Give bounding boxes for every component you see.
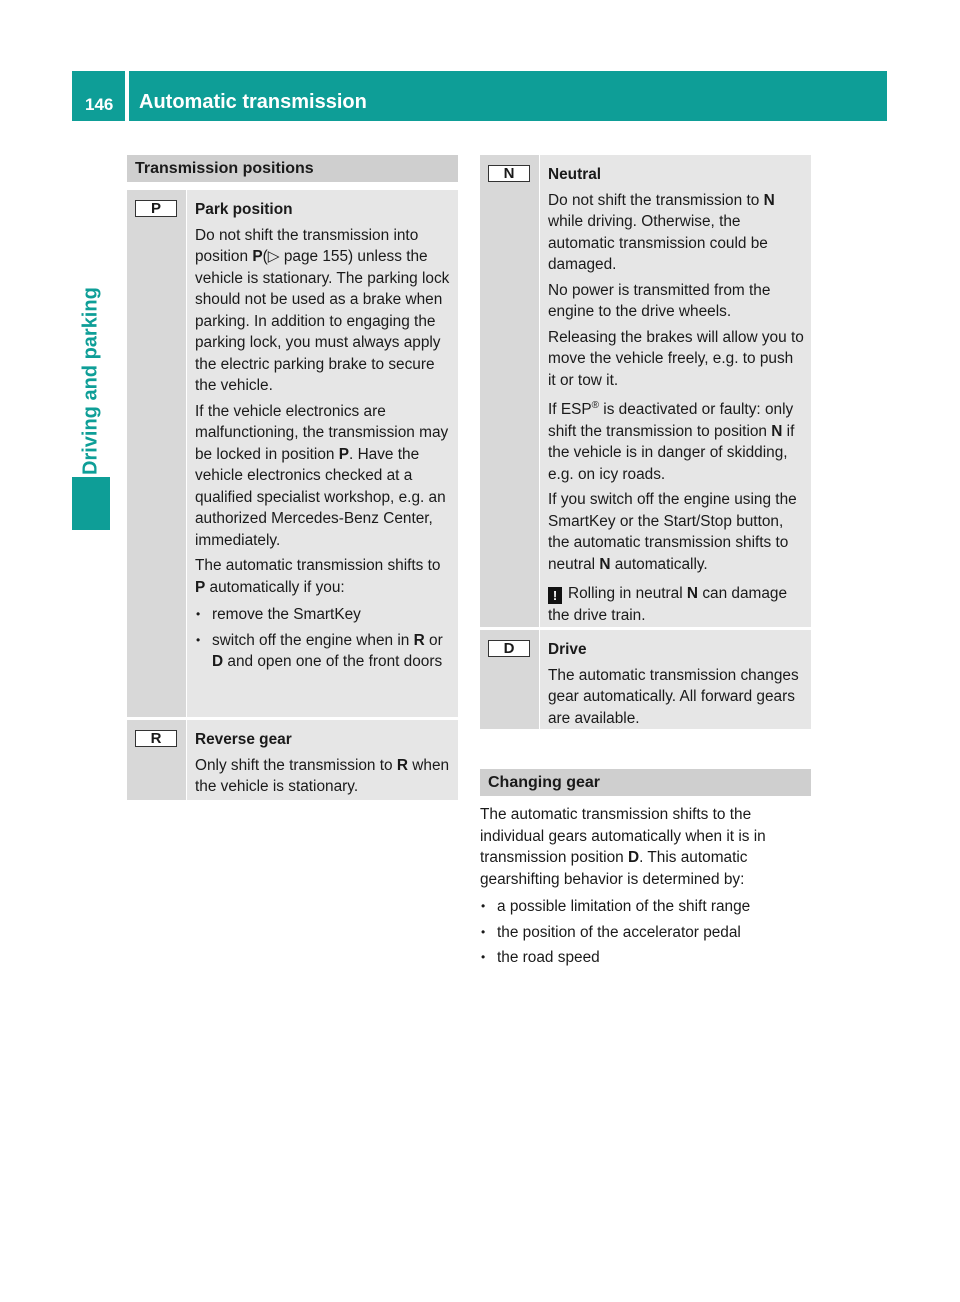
table-row-neutral xyxy=(480,154,811,628)
table-row-park xyxy=(127,189,458,718)
paragraph: If you switch off the engine using the SmartKey or the Start/Stop button, the automatic transmission shifts to neutral N automatically. xyxy=(548,491,797,573)
neutral-gear-symbol: N xyxy=(488,165,530,182)
paragraph: Do not shift the transmission into position P(▷ page 155) unless the vehicle is stationary. The parking lock should not be used as a brake when parking. In addition to engaging the parking lock, you must always apply the electric parking brake to secure the vehicle. xyxy=(195,226,450,394)
transmission-positions-table-left xyxy=(127,189,458,801)
list-item: • the road speed xyxy=(480,947,810,969)
paragraph: If ESP® is deactivated or faulty: only shift the transmission to position N if the vehicle is in danger of skidding, e.g. on icy roads. xyxy=(548,400,795,483)
reverse-gear-symbol: R xyxy=(135,730,177,747)
row-title: Reverse gear xyxy=(195,731,292,748)
paragraph: The automatic transmission changes gear automatically. All forward gears are available. xyxy=(548,666,799,727)
list-item: • remove the SmartKey xyxy=(195,604,452,626)
list-item: • a possible limitation of the shift range xyxy=(480,896,810,918)
warning-icon: ! xyxy=(548,587,562,604)
drive-gear-symbol: D xyxy=(488,640,530,657)
key-cell xyxy=(480,630,540,729)
list-item: • the position of the accelerator pedal xyxy=(480,922,810,944)
paragraph: Only shift the transmission to R when the vehicle is stationary. xyxy=(195,756,450,795)
desc-cell xyxy=(540,630,811,729)
bullet-list xyxy=(195,604,452,673)
row-title: Neutral xyxy=(548,166,602,183)
key-cell xyxy=(127,720,187,800)
page-number: 146 xyxy=(85,95,114,114)
chapter-tab-marker xyxy=(72,477,110,530)
desc-cell xyxy=(540,155,811,627)
paragraph: The automatic transmission shifts to P automatically if you: xyxy=(195,557,441,596)
section-heading-transmission-positions: Transmission positions xyxy=(127,155,458,182)
paragraph: Releasing the brakes will allow you to move the vehicle freely, e.g. to push it or tow it. xyxy=(548,328,804,389)
chapter-tab-label: Driving and parking xyxy=(79,287,102,475)
list-item: • switch off the engine when in R or D and open one of the front doors xyxy=(195,630,452,673)
park-gear-symbol: P xyxy=(135,200,177,217)
row-title: Drive xyxy=(548,641,587,658)
changing-gear-body xyxy=(480,804,810,973)
key-cell xyxy=(480,155,540,627)
desc-cell xyxy=(187,720,458,800)
page-title: Automatic transmission xyxy=(139,91,367,113)
chapter-tab xyxy=(72,130,110,530)
key-cell xyxy=(127,190,187,717)
transmission-positions-table-right xyxy=(480,154,811,730)
table-row-drive xyxy=(480,628,811,730)
table-row-reverse xyxy=(127,718,458,801)
section-heading-changing-gear: Changing gear xyxy=(480,769,811,796)
row-title: Park position xyxy=(195,201,293,218)
paragraph: The automatic transmission shifts to the individual gears automatically when it is in transmission position D. This automatic gearshifting behavior is determined by: xyxy=(480,806,766,888)
warning-note: ! Rolling in neutral N can damage the drive train. xyxy=(548,585,788,624)
page-header xyxy=(72,71,887,121)
desc-cell xyxy=(187,190,458,717)
header-divider xyxy=(125,71,129,121)
paragraph: If the vehicle electronics are malfunctioning, the transmission may be locked in position P. Have the vehicle electronics checked at a qualified specialist workshop, e.g. an authorized Mercedes-Benz Center, immediately. xyxy=(195,402,449,549)
paragraph: No power is transmitted from the engine to the drive wheels. xyxy=(548,281,771,320)
bullet-list xyxy=(480,896,810,969)
paragraph: Do not shift the transmission to N while driving. Otherwise, the automatic transmission could be damaged. xyxy=(548,191,775,273)
